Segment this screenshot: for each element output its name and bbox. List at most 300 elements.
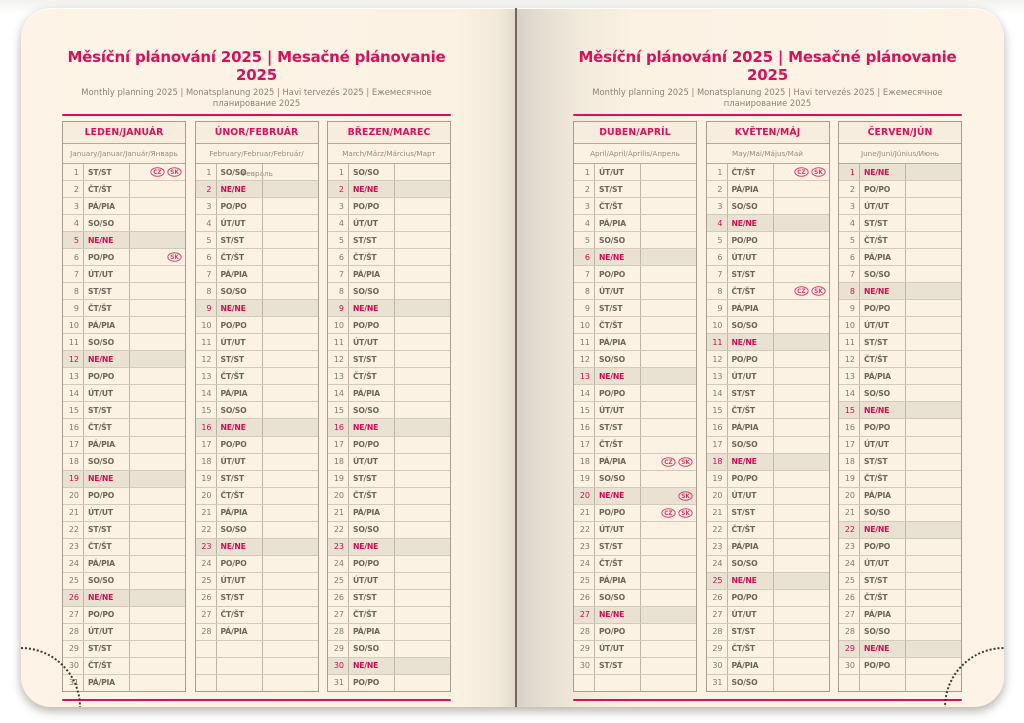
- notes-cell: [906, 437, 961, 453]
- day-abbrev: ČT/ŠT: [595, 317, 641, 333]
- notes-cell: [774, 215, 829, 231]
- day-row: [574, 385, 696, 402]
- day-abbrev: PÁ/PIA: [728, 300, 774, 316]
- day-number: 22: [328, 522, 349, 538]
- day-number: 6: [196, 249, 217, 265]
- notes-cell: [395, 505, 450, 521]
- day-row: [196, 437, 318, 454]
- day-number: 1: [574, 164, 595, 180]
- day-row: [839, 624, 961, 641]
- day-row: [196, 522, 318, 539]
- day-number: 8: [63, 283, 84, 299]
- day-abbrev: ČT/ŠT: [860, 471, 906, 487]
- day-row: [574, 266, 696, 283]
- notes-cell: [263, 334, 318, 350]
- day-number: 3: [839, 198, 860, 214]
- day-row: [63, 181, 185, 198]
- notes-cell: [774, 198, 829, 214]
- day-abbrev: NE/NE: [217, 539, 263, 555]
- day-number: 13: [196, 368, 217, 384]
- day-number: 10: [574, 317, 595, 333]
- day-row: [574, 300, 696, 317]
- day-number: 25: [707, 573, 728, 589]
- notes-cell: [906, 641, 961, 657]
- notes-cell: [263, 437, 318, 453]
- day-abbrev: PO/PO: [349, 437, 395, 453]
- day-row: [196, 232, 318, 249]
- top-divider: [573, 114, 962, 116]
- day-number: 27: [574, 607, 595, 623]
- day-number: 8: [328, 283, 349, 299]
- day-row: [63, 573, 185, 590]
- day-number: [839, 675, 860, 691]
- notes-cell: [641, 402, 696, 418]
- notes-cell: [641, 488, 696, 504]
- day-abbrev: ST/ST: [217, 232, 263, 248]
- notes-cell: [906, 215, 961, 231]
- day-row: [328, 368, 450, 385]
- notes-cell: [395, 556, 450, 572]
- day-number: 16: [574, 419, 595, 435]
- day-abbrev: SO/SO: [728, 556, 774, 572]
- notes-cell: [395, 232, 450, 248]
- day-row: [574, 505, 696, 522]
- day-abbrev: ST/ST: [860, 334, 906, 350]
- day-number: 24: [839, 556, 860, 572]
- day-row: [328, 334, 450, 351]
- day-abbrev: PO/PO: [860, 539, 906, 555]
- day-row: [839, 522, 961, 539]
- notes-cell: [395, 402, 450, 418]
- day-abbrev: ČT/ŠT: [217, 368, 263, 384]
- day-row: [574, 522, 696, 539]
- day-number: 16: [839, 419, 860, 435]
- day-number: 13: [63, 368, 84, 384]
- notes-cell: [774, 641, 829, 657]
- day-abbrev: ST/ST: [349, 471, 395, 487]
- notes-cell: [130, 300, 185, 316]
- notes-cell: [263, 181, 318, 197]
- notes-cell: [263, 624, 318, 640]
- day-abbrev: ST/ST: [349, 351, 395, 367]
- notes-cell: [263, 675, 318, 691]
- notes-cell: [906, 505, 961, 521]
- day-abbrev: PO/PO: [860, 181, 906, 197]
- notes-cell: [641, 181, 696, 197]
- notes-cell: [641, 249, 696, 265]
- day-abbrev: PO/PO: [595, 624, 641, 640]
- notes-cell: [263, 283, 318, 299]
- day-number: 30: [574, 658, 595, 674]
- day-row: [196, 181, 318, 198]
- day-number: 5: [63, 232, 84, 248]
- day-number: 6: [707, 249, 728, 265]
- day-row: [328, 471, 450, 488]
- day-number: 20: [574, 488, 595, 504]
- day-number: 10: [328, 317, 349, 333]
- day-row: [707, 283, 829, 300]
- day-number: 29: [574, 641, 595, 657]
- left-page: [21, 8, 515, 707]
- day-row: [63, 675, 185, 691]
- day-row: [839, 249, 961, 266]
- day-number: 2: [707, 181, 728, 197]
- notes-cell: [906, 368, 961, 384]
- notes-cell: [641, 658, 696, 674]
- day-number: 14: [574, 385, 595, 401]
- notes-cell: [263, 419, 318, 435]
- day-number: 21: [574, 505, 595, 521]
- day-number: 21: [63, 505, 84, 521]
- notes-cell: [395, 522, 450, 538]
- notes-cell: [130, 232, 185, 248]
- day-abbrev: SO/SO: [217, 522, 263, 538]
- notes-cell: [263, 590, 318, 606]
- day-abbrev: PÁ/PIA: [217, 624, 263, 640]
- notes-cell: [130, 402, 185, 418]
- notes-cell: [263, 164, 318, 180]
- day-row: [707, 590, 829, 607]
- month-name: ČERVEN/JÚN: [839, 122, 961, 144]
- day-number: 12: [839, 351, 860, 367]
- day-row: [839, 419, 961, 436]
- day-number: 21: [839, 505, 860, 521]
- day-abbrev: ČT/ŠT: [860, 232, 906, 248]
- day-number: 9: [196, 300, 217, 316]
- day-number: 28: [63, 624, 84, 640]
- day-abbrev: ST/ST: [349, 232, 395, 248]
- day-row: [574, 488, 696, 505]
- day-row: [328, 658, 450, 675]
- day-number: 5: [328, 232, 349, 248]
- month-table: [838, 121, 962, 692]
- notes-cell: [395, 419, 450, 435]
- day-row: [707, 505, 829, 522]
- day-abbrev: ÚT/UT: [728, 607, 774, 623]
- day-abbrev: PO/PO: [349, 556, 395, 572]
- notes-cell: [263, 522, 318, 538]
- day-number: 22: [839, 522, 860, 538]
- day-abbrev: ČT/ŠT: [349, 249, 395, 265]
- day-abbrev: SO/SO: [349, 641, 395, 657]
- notes-cell: [774, 590, 829, 606]
- notes-cell: [395, 488, 450, 504]
- day-row: [839, 607, 961, 624]
- day-number: 9: [328, 300, 349, 316]
- notes-cell: [395, 641, 450, 657]
- day-abbrev: PO/PO: [84, 249, 130, 265]
- day-number: 4: [63, 215, 84, 231]
- day-row: [574, 198, 696, 215]
- month-table: [62, 121, 186, 692]
- notes-cell: [641, 641, 696, 657]
- day-number: 5: [839, 232, 860, 248]
- day-abbrev: PO/PO: [728, 590, 774, 606]
- day-number: 23: [574, 539, 595, 555]
- notes-cell: [641, 590, 696, 606]
- day-number: 17: [839, 437, 860, 453]
- day-number: 26: [328, 590, 349, 606]
- day-row: [196, 266, 318, 283]
- holiday-badge-sk: SK: [167, 252, 181, 262]
- day-row: [574, 641, 696, 658]
- notes-cell: [130, 624, 185, 640]
- notes-cell: [641, 368, 696, 384]
- day-row: [328, 522, 450, 539]
- day-number: 17: [328, 437, 349, 453]
- day-number: 14: [707, 385, 728, 401]
- notes-cell: [130, 607, 185, 623]
- day-abbrev: ČT/ŠT: [84, 419, 130, 435]
- day-number: 26: [574, 590, 595, 606]
- day-abbrev: SO/SO: [860, 266, 906, 282]
- notes-cell: [395, 249, 450, 265]
- holiday-badge-sk: SK: [811, 286, 825, 296]
- day-abbrev: ST/ST: [728, 624, 774, 640]
- month-name: LEDEN/JANUÁR: [63, 122, 185, 144]
- day-number: 30: [328, 658, 349, 674]
- empty-row: [839, 675, 961, 691]
- day-row: [839, 573, 961, 590]
- day-number: 1: [196, 164, 217, 180]
- day-row: [196, 471, 318, 488]
- day-row: [63, 556, 185, 573]
- day-row: [328, 590, 450, 607]
- notes-cell: [395, 590, 450, 606]
- day-number: 3: [707, 198, 728, 214]
- day-row: [574, 624, 696, 641]
- day-abbrev: PÁ/PIA: [349, 505, 395, 521]
- day-abbrev: PÁ/PIA: [728, 181, 774, 197]
- notes-cell: [130, 317, 185, 333]
- book-spread: [21, 8, 1004, 707]
- day-abbrev: PÁ/PIA: [84, 675, 130, 691]
- day-abbrev: ÚT/UT: [217, 334, 263, 350]
- notes-cell: [130, 522, 185, 538]
- day-row: [196, 249, 318, 266]
- day-abbrev: ST/ST: [84, 522, 130, 538]
- day-abbrev: PÁ/PIA: [84, 198, 130, 214]
- day-number: 7: [196, 266, 217, 282]
- notes-cell: [395, 539, 450, 555]
- day-number: 24: [63, 556, 84, 572]
- day-abbrev: ÚT/UT: [349, 334, 395, 350]
- notes-cell: [641, 317, 696, 333]
- day-abbrev: NE/NE: [860, 164, 906, 180]
- day-row: [707, 351, 829, 368]
- day-number: 13: [574, 368, 595, 384]
- day-row: [328, 249, 450, 266]
- day-abbrev: PÁ/PIA: [217, 385, 263, 401]
- day-abbrev: SO/SO: [728, 437, 774, 453]
- day-row: [328, 283, 450, 300]
- day-number: 12: [574, 351, 595, 367]
- months-row: [62, 121, 451, 692]
- notes-cell: [641, 283, 696, 299]
- day-number: 10: [839, 317, 860, 333]
- day-row: [707, 471, 829, 488]
- day-number: 8: [839, 283, 860, 299]
- holiday-badge-cz: CZ: [662, 457, 676, 467]
- day-abbrev: ST/ST: [217, 590, 263, 606]
- day-number: 29: [707, 641, 728, 657]
- day-abbrev: SO/SO: [860, 624, 906, 640]
- day-number: 9: [574, 300, 595, 316]
- day-row: [574, 249, 696, 266]
- day-abbrev: NE/NE: [728, 334, 774, 350]
- notes-cell: [395, 385, 450, 401]
- day-row: [839, 215, 961, 232]
- page-title: Měsíční plánování 2025 | Mesačné plánovanie 2025: [578, 48, 957, 84]
- notes-cell: [774, 164, 829, 180]
- notes-cell: [641, 215, 696, 231]
- notes-cell: [130, 334, 185, 350]
- notes-cell: [906, 385, 961, 401]
- day-row: [707, 454, 829, 471]
- day-abbrev: ÚT/UT: [728, 368, 774, 384]
- day-number: 14: [839, 385, 860, 401]
- day-abbrev: ČT/ŠT: [349, 488, 395, 504]
- notes-cell: [774, 232, 829, 248]
- day-abbrev: PÁ/PIA: [349, 385, 395, 401]
- notes-cell: [395, 351, 450, 367]
- day-abbrev: SO/SO: [595, 351, 641, 367]
- day-number: 17: [63, 437, 84, 453]
- day-abbrev: SO/SO: [595, 232, 641, 248]
- month-rows: [328, 164, 450, 691]
- day-number: 1: [839, 164, 860, 180]
- day-row: [63, 334, 185, 351]
- day-row: [839, 283, 961, 300]
- day-abbrev: [860, 675, 906, 691]
- day-number: 8: [574, 283, 595, 299]
- day-abbrev: ST/ST: [860, 215, 906, 231]
- day-abbrev: ČT/ŠT: [728, 522, 774, 538]
- day-abbrev: SO/SO: [349, 164, 395, 180]
- notes-cell: [263, 232, 318, 248]
- notes-cell: [263, 351, 318, 367]
- day-abbrev: SO/SO: [84, 215, 130, 231]
- month-subtitle: January/Januar/Január/Январь: [63, 144, 185, 164]
- day-row: [63, 385, 185, 402]
- day-abbrev: ČT/ŠT: [860, 590, 906, 606]
- notes-cell: [641, 539, 696, 555]
- day-abbrev: SO/SO: [349, 402, 395, 418]
- day-row: [574, 317, 696, 334]
- day-row: [328, 556, 450, 573]
- notes-cell: [641, 522, 696, 538]
- day-abbrev: PÁ/PIA: [595, 573, 641, 589]
- day-number: 15: [63, 402, 84, 418]
- day-number: 30: [839, 658, 860, 674]
- day-abbrev: PO/PO: [84, 488, 130, 504]
- day-abbrev: ČT/ŠT: [728, 164, 774, 180]
- day-number: 25: [574, 573, 595, 589]
- notes-cell: [395, 266, 450, 282]
- day-row: [707, 437, 829, 454]
- notes-cell: [395, 607, 450, 623]
- day-number: 25: [328, 573, 349, 589]
- notes-cell: [263, 317, 318, 333]
- day-abbrev: NE/NE: [728, 454, 774, 470]
- day-number: 21: [196, 505, 217, 521]
- day-abbrev: ÚT/UT: [217, 573, 263, 589]
- day-number: 4: [574, 215, 595, 231]
- day-number: 5: [196, 232, 217, 248]
- day-number: 23: [63, 539, 84, 555]
- day-number: 22: [574, 522, 595, 538]
- day-row: [328, 641, 450, 658]
- day-number: 12: [63, 351, 84, 367]
- day-abbrev: ČT/ŠT: [84, 181, 130, 197]
- holiday-badge-cz: CZ: [794, 286, 808, 296]
- day-abbrev: NE/NE: [349, 419, 395, 435]
- notes-cell: [395, 283, 450, 299]
- day-abbrev: ST/ST: [595, 658, 641, 674]
- day-abbrev: ST/ST: [728, 505, 774, 521]
- notes-cell: [641, 351, 696, 367]
- day-abbrev: ÚT/UT: [860, 437, 906, 453]
- day-row: [707, 556, 829, 573]
- day-row: [574, 539, 696, 556]
- day-abbrev: SO/SO: [349, 522, 395, 538]
- notes-cell: [395, 317, 450, 333]
- bottom-divider: [62, 699, 451, 701]
- day-number: [574, 675, 595, 691]
- day-row: [574, 402, 696, 419]
- notes-cell: [130, 454, 185, 470]
- day-row: [707, 573, 829, 590]
- notes-cell: [774, 283, 829, 299]
- day-abbrev: ST/ST: [349, 590, 395, 606]
- day-abbrev: [217, 658, 263, 674]
- day-row: [196, 505, 318, 522]
- day-number: 19: [196, 471, 217, 487]
- day-number: 21: [707, 505, 728, 521]
- day-row: [707, 181, 829, 198]
- day-abbrev: NE/NE: [595, 488, 641, 504]
- month-table: [706, 121, 830, 692]
- notes-cell: [906, 607, 961, 623]
- notes-cell: [263, 488, 318, 504]
- day-row: [328, 232, 450, 249]
- day-row: [63, 402, 185, 419]
- day-row: [574, 181, 696, 198]
- day-abbrev: PÁ/PIA: [217, 505, 263, 521]
- day-number: 21: [328, 505, 349, 521]
- notes-cell: [130, 164, 185, 180]
- notes-cell: [263, 266, 318, 282]
- day-number: 24: [574, 556, 595, 572]
- page-subtitle: Monthly planning 2025 | Monatsplanung 2025 | Havi tervezés 2025 | Ежемесячное планирование 2025: [592, 87, 943, 108]
- day-abbrev: ST/ST: [728, 266, 774, 282]
- notes-cell: [395, 624, 450, 640]
- day-abbrev: PO/PO: [860, 658, 906, 674]
- day-abbrev: ST/ST: [728, 385, 774, 401]
- day-abbrev: NE/NE: [860, 402, 906, 418]
- day-row: [574, 437, 696, 454]
- day-number: 8: [196, 283, 217, 299]
- day-number: 15: [574, 402, 595, 418]
- day-row: [196, 317, 318, 334]
- day-number: 18: [839, 454, 860, 470]
- day-number: 2: [196, 181, 217, 197]
- day-number: 18: [574, 454, 595, 470]
- day-row: [196, 385, 318, 402]
- day-row: [196, 607, 318, 624]
- notes-cell: [906, 471, 961, 487]
- day-row: [63, 300, 185, 317]
